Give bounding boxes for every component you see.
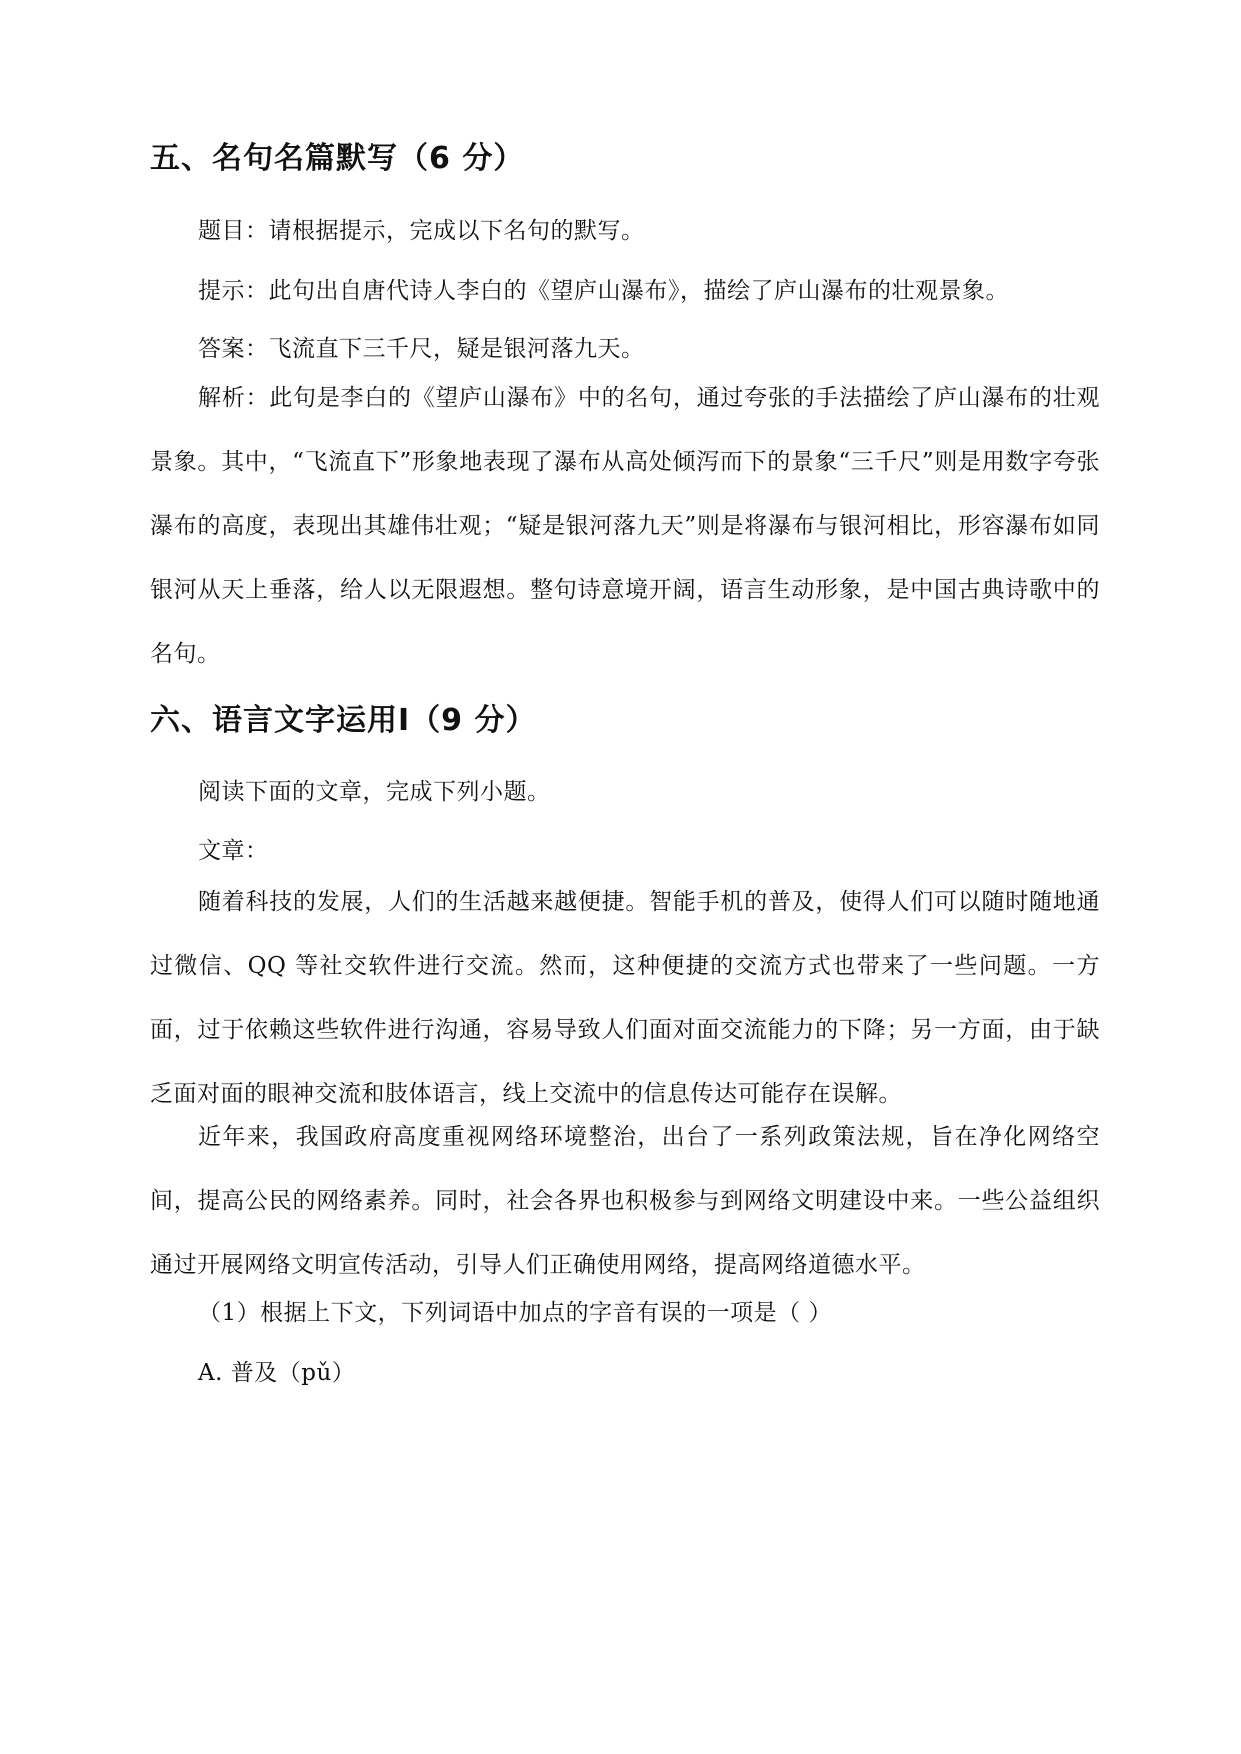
section-6-instruction: 阅读下面的文章，完成下列小题。 xyxy=(198,779,551,805)
section-5-question: 题目：请根据提示，完成以下名句的默写。 xyxy=(198,218,645,244)
section-5-answer: 答案：飞流直下三千尺，疑是银河落九天。 xyxy=(198,336,645,362)
section-6-heading: 六、语言文字运用Ⅰ（9 分） xyxy=(150,703,537,738)
article-paragraph-1: 随着科技的发展，人们的生活越来越便捷。智能手机的普及，使得人们可以随时随地通过微信、QQ 等社交软件进行交流。然而，这种便捷的交流方式也带来了一些问题。一方面，过于依赖这些软件进行沟通，容易导致人们面对面交流能力的下降；另一方面，由于缺乏面对面的眼神交流和肢体语言，线上交流中的信息传达可能存在误解。 xyxy=(150,889,1100,1107)
section-5-analysis: 解析：此句是李白的《望庐山瀑布》中的名句，通过夸张的手法描绘了庐山瀑布的壮观景象。其中，“飞流直下”形象地表现了瀑布从高处倾泻而下的景象“三千尺”则是用数字夸张瀑布的高度，表现出其雄伟壮观；“疑是银河落九天”则是将瀑布与银河相比，形容瀑布如同银河从天上垂落，给人以无限遐想。整句诗意境开阔，语言生动形象，是中国古典诗歌中的名句。 xyxy=(150,385,1100,667)
section-5-heading: 五、名句名篇默写（6 分） xyxy=(150,141,525,176)
option-a: A. 普及（pǔ） xyxy=(198,1360,356,1386)
article-label: 文章： xyxy=(198,838,269,864)
section-5-hint: 提示：此句出自唐代诗人李白的《望庐山瀑布》，描绘了庐山瀑布的壮观景象。 xyxy=(198,278,1009,304)
question-1: （1）根据上下文，下列词语中加点的字音有误的一项是（ ） xyxy=(198,1300,832,1326)
article-paragraph-2: 近年来，我国政府高度重视网络环境整治，出台了一系列政策法规，旨在净化网络空间，提高公民的网络素养。同时，社会各界也积极参与到网络文明建设中来。一些公益组织通过开展网络文明宣传活动，引导人们正确使用网络，提高网络道德水平。 xyxy=(150,1124,1100,1278)
